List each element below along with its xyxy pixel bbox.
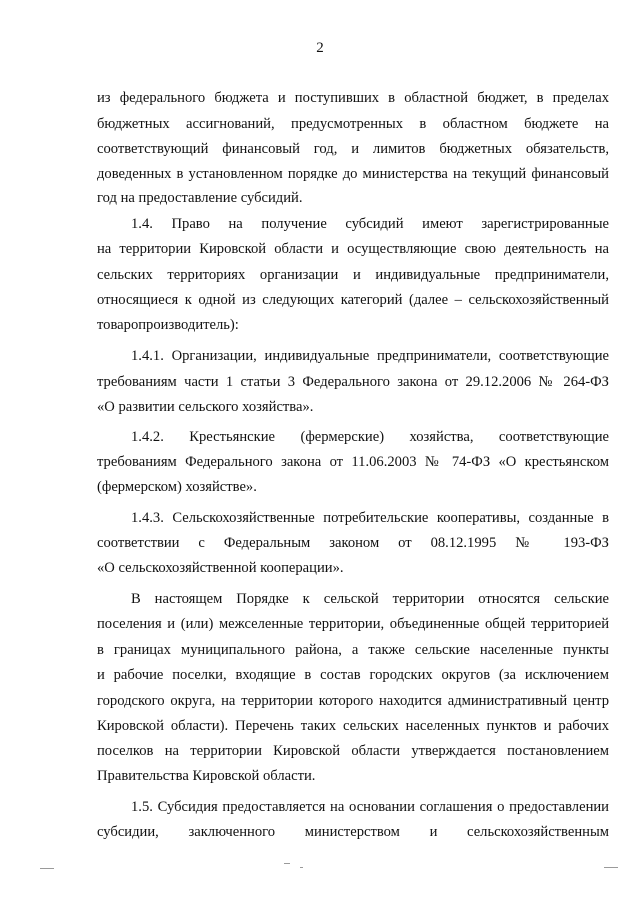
text-line: «О развитии сельского хозяйства». — [97, 399, 314, 415]
text-line: товаропроизводитель): — [97, 317, 239, 333]
text-line: в границах муниципального района, а также сельские населенные пункты — [97, 642, 609, 658]
text-line: субсидии, заключенного министерством и сельскохозяйственным — [97, 824, 609, 840]
text-line: «О сельскохозяйственной кооперации». — [97, 560, 344, 576]
text-line: 1.4. Право на получение субсидий имеют зарегистрированные — [131, 216, 609, 232]
text-line: год на предоставление субсидий. — [97, 190, 303, 206]
text-line: соответствующий финансовый год, и лимитов бюджетных обязательств, — [97, 141, 609, 157]
text-line: городского округа, на территории которого находится административный центр — [97, 693, 609, 709]
text-line: доведенных в установленном порядке до министерства на текущий финансовый — [97, 166, 609, 182]
text-line: 1.4.2. Крестьянские (фермерские) хозяйства, соответствующие — [131, 429, 609, 445]
text-line: из федерального бюджета и поступивших в областной бюджет, в пределах — [97, 90, 609, 106]
text-line: и рабочие поселки, входящие в состав городских округов (за исключением — [97, 667, 609, 683]
text-line: 1.4.1. Организации, индивидуальные предприниматели, соответствующие — [131, 348, 609, 364]
text-line: Правительства Кировской области. — [97, 768, 316, 784]
text-line: на территории Кировской области и осуществляющие свою деятельность на — [97, 241, 609, 257]
text-line: 1.4.3. Сельскохозяйственные потребительские кооперативы, созданные в — [131, 510, 609, 526]
text-line: соответствии с Федеральным законом от 08.12.1995 № 193-ФЗ — [97, 535, 609, 551]
text-line: требованиям Федерального закона от 11.06.2003 № 74-ФЗ «О крестьянском — [97, 454, 609, 470]
page-number: 2 — [316, 40, 324, 56]
text-line: поселков на территории Кировской области утверждается постановлением — [97, 743, 609, 759]
text-line: 1.5. Субсидия предоставляется на основании соглашения о предоставлении — [131, 799, 609, 815]
text-line: сельских территориях организации и индивидуальные предприниматели, — [97, 267, 609, 283]
text-line: бюджетных ассигнований, предусмотренных в областном бюджете на — [97, 116, 609, 132]
text-line: (фермерском) хозяйстве». — [97, 479, 257, 495]
text-line: Кировской области). Перечень таких сельских населенных пунктов и рабочих — [97, 718, 609, 734]
text-line: поселения и (или) межселенные территории, объединенные общей территорией — [97, 616, 609, 632]
text-line: относящиеся к одной из следующих категорий (далее – сельскохозяйственный — [97, 292, 609, 308]
text-line: требованиям части 1 статьи 3 Федерального закона от 29.12.2006 № 264-ФЗ — [97, 374, 609, 390]
text-line: В настоящем Порядке к сельской территории относятся сельские — [131, 591, 609, 607]
